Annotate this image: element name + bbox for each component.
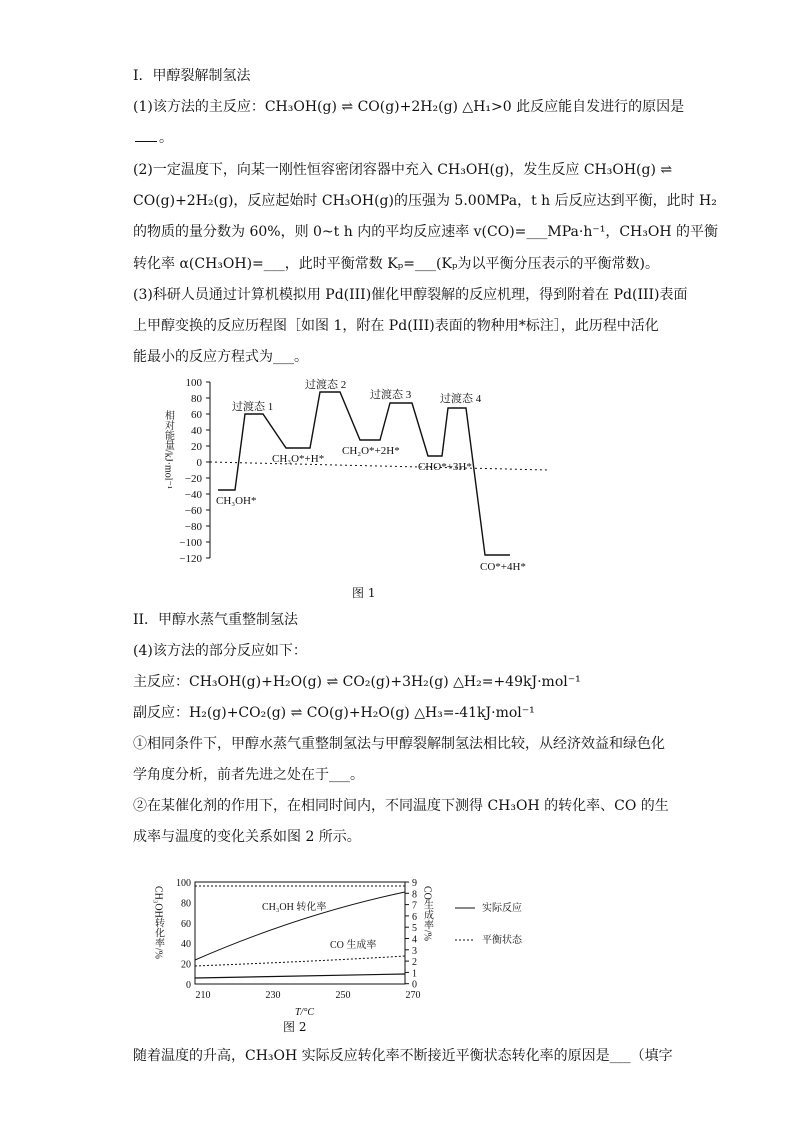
f2-right-tick: 2 <box>412 957 417 969</box>
f2-right-tick: 9 <box>412 878 417 889</box>
f2-right-tick: 7 <box>412 900 417 912</box>
figure-2-caption: 图 2 <box>283 1020 307 1034</box>
f2-left-tick: 0 <box>186 980 191 991</box>
question-3-line3: 能最小的反应方程式为___。 <box>133 349 308 365</box>
section1-heading: I．甲醇裂解制氢法 <box>133 68 251 84</box>
f1-ytick-label: −60 <box>184 505 202 517</box>
ts4-label: 过渡态 4 <box>440 393 482 405</box>
f2-right-tick: 3 <box>412 945 417 957</box>
question-1-end: 。 <box>159 130 173 146</box>
question-3-line1: (3)科研人员通过计算机模拟用 Pd(III)催化甲醇裂解的反应机理，得到附着在 Pd(III)表面 <box>133 287 688 303</box>
question-4: (4)该方法的部分反应如下： <box>133 643 307 659</box>
legend-solid: 实际反应 <box>482 903 522 914</box>
question-2-line2: CO(g)+2H₂(g)，反应起始时 CH₃OH(g)的压强为 5.00MPa，t h 后反应达到平衡，此时 H₂ <box>133 193 717 209</box>
question-1-blank-line <box>133 128 173 148</box>
f2-x-tick: 250 <box>335 990 351 1001</box>
figure-2-conversion-chart <box>150 868 570 1018</box>
co-4h-label: CO*+4H* <box>480 561 526 573</box>
f1-ytick-label: 40 <box>191 425 202 437</box>
f1-ytick-label: 0 <box>196 457 202 469</box>
question-3-line2: 上甲醇变换的反应历程图［如图 1，附在 Pd(III)表面的物种用*标注］，此历程中活化 <box>133 318 659 334</box>
f1-ytick-label: −40 <box>184 489 202 501</box>
ch3oh-label: CH₃OH* <box>216 495 257 507</box>
f1-ytick-label: −100 <box>179 537 202 549</box>
side-reaction: 副反应：H₂(g)+CO₂(g) ⇌ CO(g)+H₂O(g) △H₃=-41kJ·mol⁻¹ <box>133 705 535 721</box>
right-ylabel: CO生成率/% <box>421 886 433 941</box>
cho-3h-label: CHO*+3H* <box>418 461 472 473</box>
f2-x-tick: 210 <box>195 990 211 1001</box>
f2-left-tick: 100 <box>176 878 191 889</box>
f2-left-tick: 40 <box>181 939 191 951</box>
f2-right-tick: 4 <box>412 934 417 946</box>
x-axis-label: T/°C <box>295 1007 315 1018</box>
f2-left-tick: 20 <box>181 959 191 971</box>
ch3oh-curve-label: CH₃OH 转化率 <box>262 902 327 913</box>
question-4b-line1: ②在某催化剂的作用下，在相同时间内，不同温度下测得 CH₃OH 的转化率、CO 的生 <box>133 798 669 814</box>
question-2-line3: 的物质的量分数为 60%，则 0~t h 内的平均反应速率 v(CO)=___MPa·h⁻¹，CH₃OH 的平衡 <box>133 224 719 240</box>
figure-1-reaction-pathway <box>150 370 570 600</box>
final-question-line: 随着温度的升高，CH₃OH 实际反应转化率不断接近平衡状态转化率的原因是___（填字 <box>133 1048 673 1064</box>
ch3o-h-label: CH₃O*+H* <box>272 453 325 465</box>
ch2o-2h-label: CH₂O*+2H* <box>342 445 400 457</box>
answer-blank <box>135 129 157 142</box>
f1-ytick-label: −80 <box>184 521 202 533</box>
ts2-label: 过渡态 2 <box>305 379 347 391</box>
question-2-line4: 转化率 α(CH₃OH)=___，此时平衡常数 Kₚ=___(Kₚ为以平衡分压表示的平衡常数)。 <box>133 256 659 272</box>
f1-ytick-label: 80 <box>191 393 202 405</box>
f2-right-tick: 0 <box>412 979 417 991</box>
left-ylabel: CH₃OH转化率/% <box>152 886 164 959</box>
f2-right-tick: 1 <box>412 968 417 980</box>
f2-right-tick: 8 <box>412 889 417 901</box>
question-2-line1: (2)一定温度下，向某一刚性恒容密闭容器中充入 CH₃OH(g)，发生反应 CH₃OH(g) ⇌ <box>133 162 673 178</box>
question-4a-line2: 学角度分析，前者先进之处在于___。 <box>133 767 364 783</box>
co-curve-label: CO 生成率 <box>330 940 377 951</box>
question-4b-line2: 成率与温度的变化关系如图 2 所示。 <box>133 829 361 845</box>
f1-ytick-label: 100 <box>185 377 202 389</box>
f1-ytick-label: −20 <box>184 473 202 485</box>
question-1 <box>133 97 684 117</box>
question-1-text: (1)该方法的主反应：CH₃OH(g) ⇌ CO(g)+2H₂(g) △H₁>0 此反应能自发进行的原因是 <box>133 99 685 115</box>
f1-ytick-label: 20 <box>191 441 202 453</box>
ts1-label: 过渡态 1 <box>232 401 274 413</box>
f2-left-tick: 60 <box>181 918 191 930</box>
f2-left-tick: 80 <box>181 898 191 910</box>
question-4a-line1: ①相同条件下，甲醇水蒸气重整制氢法与甲醇裂解制氢法相比较，从经济效益和绿色化 <box>133 736 665 752</box>
section2-heading: II．甲醇水蒸气重整制氢法 <box>133 612 299 628</box>
f1-ytick-label: −120 <box>179 553 202 565</box>
ts3-label: 过渡态 3 <box>370 389 412 401</box>
figure-1-caption: 图 1 <box>352 586 376 600</box>
f2-x-tick: 270 <box>405 990 421 1001</box>
f1-ytick-label: 60 <box>191 409 202 421</box>
f2-right-tick: 6 <box>412 911 417 923</box>
f2-right-tick: 5 <box>412 923 417 935</box>
legend-dotted: 平衡状态 <box>482 935 522 946</box>
figure-1-ylabel: 相对能量/kJ·mol⁻¹ <box>162 410 174 489</box>
f2-x-tick: 230 <box>265 990 281 1001</box>
main-reaction: 主反应：CH₃OH(g)+H₂O(g) ⇌ CO₂(g)+3H₂(g) △H₂=+49kJ·mol⁻¹ <box>133 674 581 690</box>
